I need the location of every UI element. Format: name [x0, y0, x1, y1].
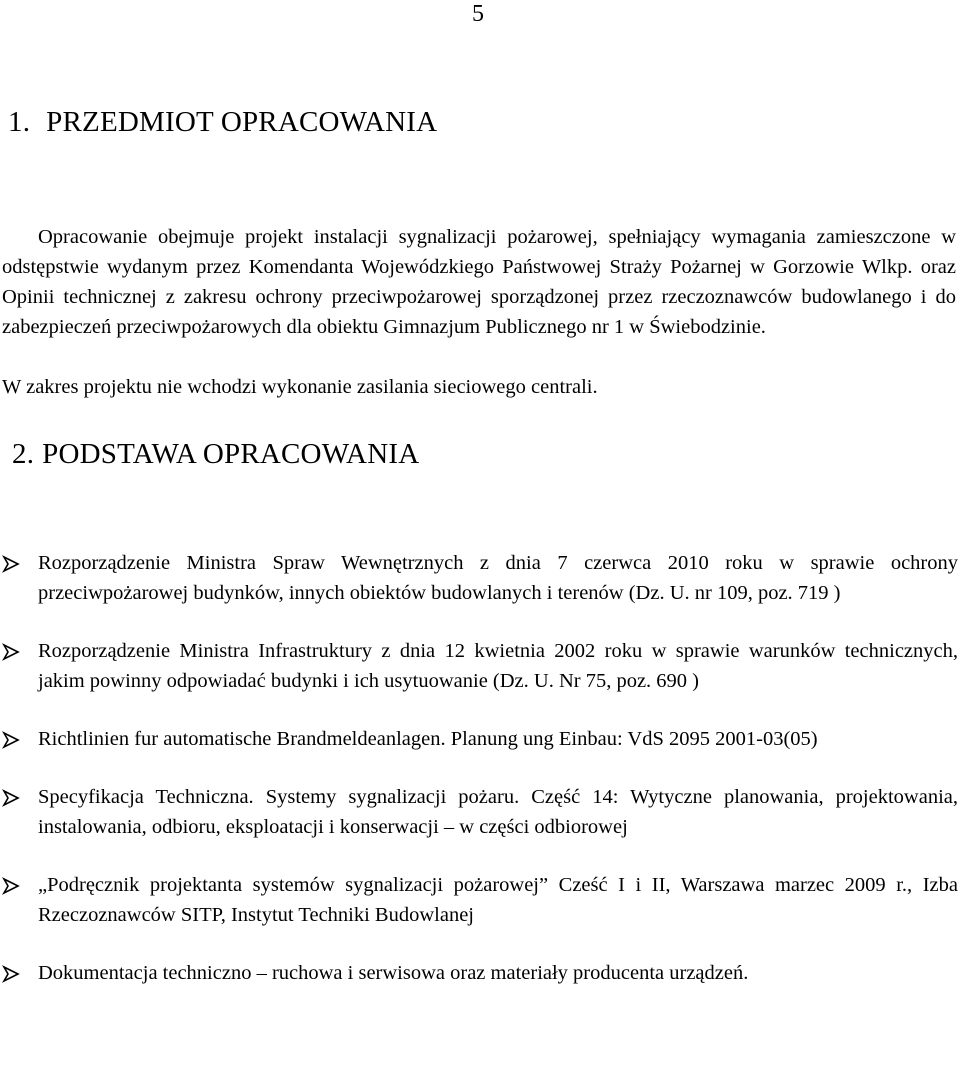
list-item [0, 958, 958, 988]
basis-list [0, 548, 958, 988]
arrowhead-bullet-icon [2, 789, 20, 807]
list-item-text: Specyfikacja Techniczna. Systemy sygnalizacji pożaru. Część 14: Wytyczne planowania, projektowania, instalowania, odbioru, eksploatacji i konserwacji – w części odbiorowej [38, 786, 958, 838]
list-item [0, 636, 958, 696]
section-2-title: PODSTAWA OPRACOWANIA [42, 438, 420, 470]
arrowhead-bullet-icon [2, 643, 20, 661]
arrowhead-bullet-icon [2, 965, 20, 983]
section-1-note: W zakres projektu nie wchodzi wykonanie zasilania sieciowego centrali. [2, 376, 598, 398]
page-number: 5 [472, 1, 484, 27]
list-item-text: Richtlinien fur automatische Brandmeldeanlagen. Planung ung Einbau: VdS 2095 2001-03(05) [38, 728, 818, 750]
list-item [0, 548, 958, 608]
section-1-title: PRZEDMIOT OPRACOWANIA [46, 106, 438, 138]
section-1-number: 1. [8, 106, 31, 138]
section-1-paragraph: Opracowanie obejmuje projekt instalacji sygnalizacji pożarowej, spełniający wymagania zamieszczone w odstępstwie wydanym przez Komendanta Wojewódzkiego Państwowej Straży Pożarnej w Gorzowie Wlkp. oraz Opinii technicznej z zakresu ochrony przeciwpożarowej sporządzonej przez rzeczoznawców budowlanego i do zabezpieczeń przeciwpożarowych dla obiektu Gimnazjum Publicznego nr 1 w Świebodzinie. [2, 226, 956, 338]
list-item-text: Rozporządzenie Ministra Infrastruktury z dnia 12 kwietnia 2002 roku w sprawie warunków technicznych, jakim powinny odpowiadać budynki i ich usytuowanie (Dz. U. Nr 75, poz. 690 ) [38, 640, 958, 692]
list-item-text: „Podręcznik projektanta systemów sygnalizacji pożarowej” Cześć I i II, Warszawa marzec 2009 r., Izba Rzeczoznawców SITP, Instytut Techniki Budowlanej [38, 874, 958, 926]
arrowhead-bullet-icon [2, 877, 20, 895]
arrowhead-bullet-icon [2, 555, 20, 573]
list-item-text: Dokumentacja techniczno – ruchowa i serwisowa oraz materiały producenta urządzeń. [38, 962, 749, 984]
section-1-heading [8, 105, 437, 139]
arrowhead-bullet-icon [2, 731, 20, 749]
list-item [0, 724, 958, 754]
list-item [0, 782, 958, 842]
list-item-text: Rozporządzenie Ministra Spraw Wewnętrznych z dnia 7 czerwca 2010 roku w sprawie ochrony przeciwpożarowej budynków, innych obiektów budowlanych i terenów (Dz. U. nr 109, poz. 719 ) [38, 552, 958, 604]
list-item [0, 870, 958, 930]
section-2-number: 2. [12, 438, 35, 470]
section-2-heading [12, 437, 419, 471]
